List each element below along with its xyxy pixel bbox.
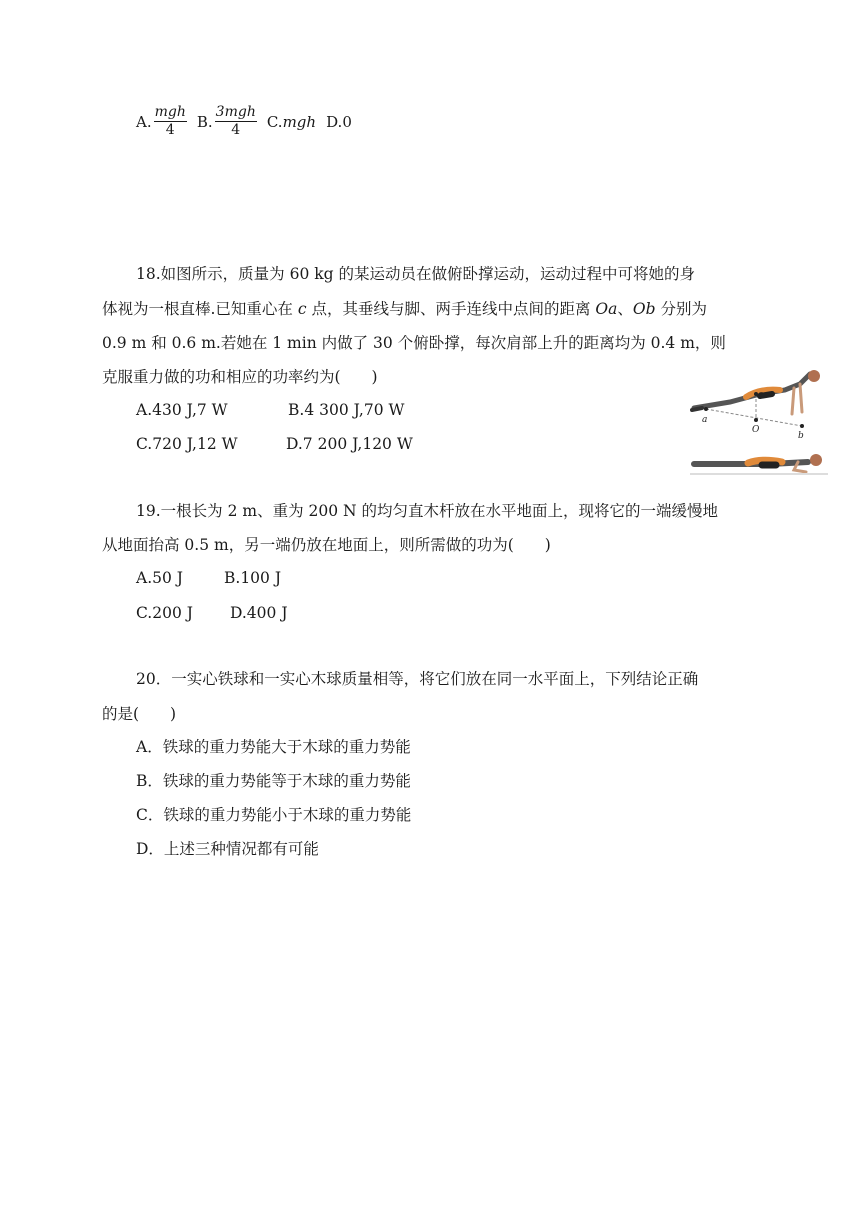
q17-option-b-numerator: 3mgh [215, 104, 256, 120]
figure-label-o: O [752, 425, 760, 435]
q20-line-2: 的是( ) [102, 705, 177, 723]
q17-option-b-label: B. [196, 112, 213, 131]
q20-option-a: A．铁球的重力势能大于木球的重力势能 [136, 738, 411, 756]
pushup-lower-image [690, 454, 828, 474]
q17-option-b [197, 104, 257, 139]
q18-option-b: B.4 300 J,70 W [288, 401, 405, 419]
pushup-upper-image [692, 370, 820, 441]
q19-line-2: 从地面抬高 0.5 m，另一端仍放在地面上，则所需做的功为( ) [102, 536, 551, 554]
q18-line-3: 0.9 m 和 0.6 m.若她在 1 min 内做了 30 个俯卧撑，每次肩部上升的距离均为 0.4 m，则 [102, 334, 726, 352]
q17-option-a [136, 104, 187, 139]
q18-line-2-part-b: 点，其垂线与脚、两手连线中点间的距离 [306, 300, 596, 318]
q18-option-a: A.430 J,7 W [136, 401, 228, 419]
q20-option-c: C．铁球的重力势能小于木球的重力势能 [136, 806, 412, 824]
q17-options [136, 104, 362, 139]
q17-option-c-label: C. [266, 112, 283, 131]
q17-option-b-fraction [215, 104, 257, 139]
q18-option-c: C.720 J,12 W [136, 435, 238, 453]
q19-option-c: C.200 J [136, 604, 193, 622]
figure-label-a: a [702, 415, 708, 425]
q17-option-a-fraction [154, 104, 187, 139]
q18-line-2-part-a: 体视为一根直棒.已知重心在 [102, 300, 298, 318]
q17-option-b-denominator: 4 [231, 122, 241, 138]
q17-option-c [267, 113, 316, 131]
q17-option-a-numerator: mgh [154, 104, 186, 120]
q20-line-1: 20．一实心铁球和一实心木球质量相等，将它们放在同一水平面上，下列结论正确 [136, 670, 699, 688]
q19-option-a: A.50 J [136, 569, 183, 587]
q17-option-a-label: A. [136, 112, 152, 131]
figure-label-c: c [758, 390, 764, 400]
q17-option-c-value: mgh [282, 112, 317, 131]
pushup-figure [690, 364, 828, 486]
figure-label-b: b [798, 431, 804, 441]
q17-option-d: D.0 [326, 112, 352, 131]
q19-option-b: B.100 J [224, 569, 282, 587]
q18-point-c: c [297, 300, 307, 318]
q18-distance-ob: Ob [632, 300, 656, 318]
q20-option-d: D．上述三种情况都有可能 [136, 840, 319, 858]
q19-line-1: 19.一根长为 2 m、重为 200 N 的均匀直木杆放在水平地面上，现将它的一端缓慢地 [136, 502, 718, 520]
q18-option-d: D.7 200 J,120 W [286, 435, 413, 453]
q18-line-2-sep: 、 [617, 300, 633, 318]
q18-line-1: 18.如图所示，质量为 60 kg 的某运动员在做俯卧撑运动，运动过程中可将她的身 [136, 265, 695, 283]
q18-line-4: 克服重力做的功和相应的功率约为( ) [102, 368, 378, 386]
q18-line-2 [102, 298, 707, 320]
q19-option-d: D.400 J [230, 604, 288, 622]
q18-line-2-end: 分别为 [655, 300, 707, 318]
q20-option-b: B．铁球的重力势能等于木球的重力势能 [136, 772, 411, 790]
q17-option-a-denominator: 4 [165, 122, 175, 138]
q18-distance-oa: Oa [595, 300, 618, 318]
